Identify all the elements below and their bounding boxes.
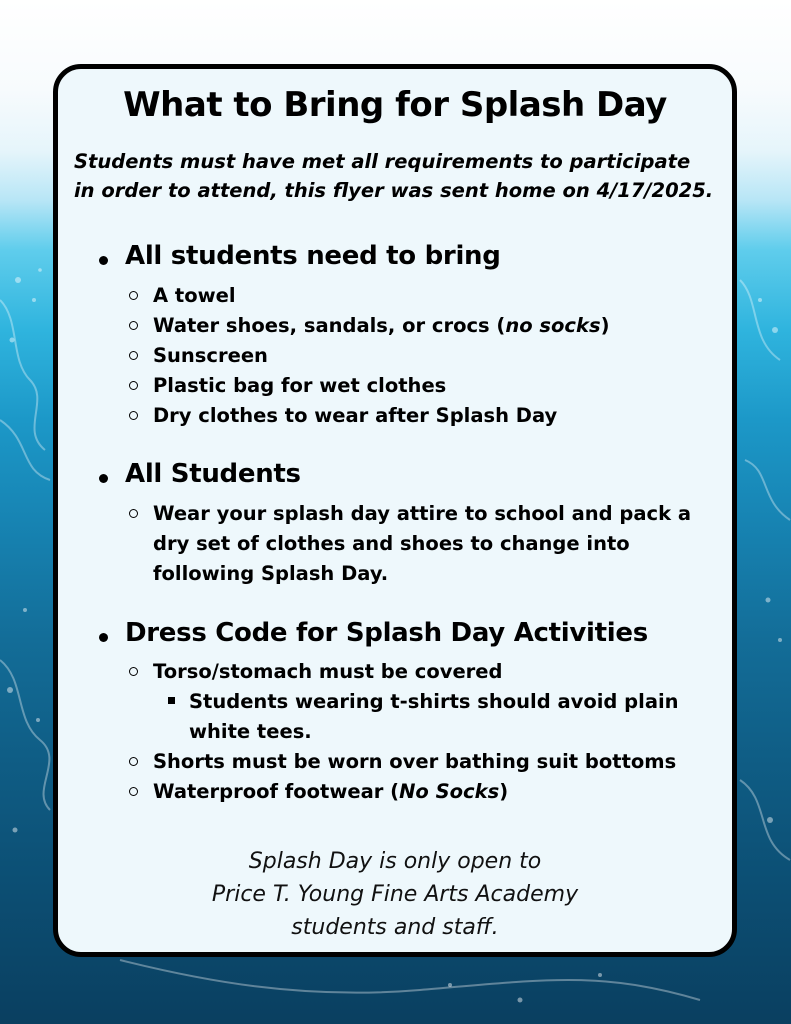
list-item-continued: dry set of clothes and shoes to change into — [153, 532, 630, 555]
section-heading-all-students: All Students — [125, 459, 301, 489]
circle-bullet-icon — [129, 321, 138, 330]
circle-bullet-icon — [129, 787, 138, 796]
circle-bullet-icon — [129, 291, 138, 300]
section-heading-dress-code: Dress Code for Splash Day Activities — [125, 618, 648, 648]
participation-notice — [74, 147, 724, 205]
notice-line-2: in order to attend, this flyer was sent home on 4/17/2025. — [74, 179, 714, 202]
bullet-dot-icon — [99, 633, 108, 642]
sub-list-item: Students wearing t-shirts should avoid plain — [189, 690, 679, 713]
section-heading-bring: All students need to bring — [125, 241, 501, 271]
list-item: Wear your splash day attire to school and pack a — [153, 502, 692, 525]
list-item: Water shoes, sandals, or crocs (no socks) — [153, 314, 610, 337]
info-card — [53, 64, 737, 957]
circle-bullet-icon — [129, 509, 138, 518]
eligibility-note — [58, 845, 732, 944]
circle-bullet-icon — [129, 411, 138, 420]
list-item: Dry clothes to wear after Splash Day — [153, 404, 558, 427]
no-socks-emphasis: no socks — [505, 314, 601, 337]
footer-line-3: students and staff. — [291, 915, 499, 940]
list-item: Waterproof footwear (No Socks) — [153, 780, 509, 803]
list-item: Shorts must be worn over bathing suit bottoms — [153, 750, 677, 773]
bullet-dot-icon — [99, 256, 108, 265]
no-socks-emphasis: No Socks — [399, 780, 500, 803]
circle-bullet-icon — [129, 757, 138, 766]
notice-line-1: Students must have met all requirements to participate — [74, 150, 691, 173]
circle-bullet-icon — [129, 667, 138, 676]
footer-line-1: Splash Day is only open to — [248, 849, 542, 874]
page-title: What to Bring for Splash Day — [123, 85, 667, 125]
list-item: Plastic bag for wet clothes — [153, 374, 447, 397]
circle-bullet-icon — [129, 381, 138, 390]
list-item: Sunscreen — [153, 344, 268, 367]
list-item: A towel — [153, 284, 236, 307]
list-item-continued: following Splash Day. — [153, 562, 389, 585]
sub-list-item-continued: white tees. — [189, 720, 312, 743]
circle-bullet-icon — [129, 351, 138, 360]
list-item: Torso/stomach must be covered — [153, 660, 503, 683]
square-bullet-icon — [168, 697, 175, 704]
footer-line-2: Price T. Young Fine Arts Academy — [211, 882, 579, 907]
bullet-dot-icon — [99, 474, 108, 483]
